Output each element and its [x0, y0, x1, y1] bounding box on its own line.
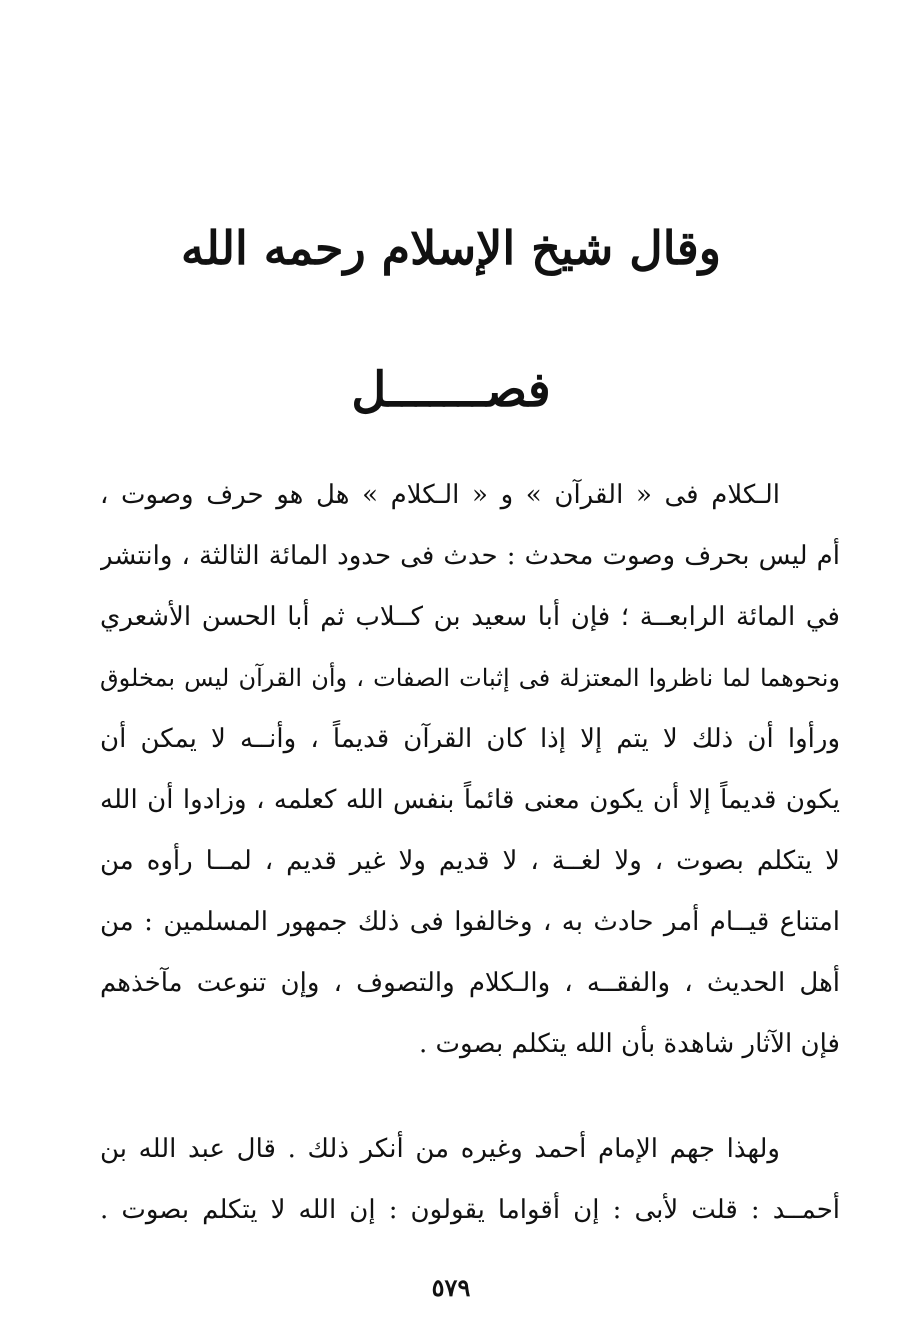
- page-number: ٥٧٩: [431, 1273, 471, 1302]
- text-line: ونحوهما لما ناظروا المعتزلة فى إثبات الصفات ، وأن القرآن ليس بمخلوق: [100, 664, 840, 692]
- text-line: ولهذا جهم الإمام أحمد وغيره من أنكر ذلك . قال عبد الله بن: [100, 1134, 780, 1164]
- text-line: فإن الآثار شاهدة بأن الله يتكلم بصوت .: [418, 1029, 840, 1059]
- text-line: أم ليس بحرف وصوت محدث : حدث فى حدود المائة الثالثة ، وانتشر: [100, 541, 840, 571]
- text-line: في المائة الرابعــة ؛ فإن أبا سعيد بن كــلاب ثم أبا الحسن الأشعري: [100, 602, 840, 632]
- text-line: امتناع قيــام أمر حادث به ، وخالفوا فى ذلك جمهور المسلمين : من: [100, 907, 840, 937]
- text-line: لا يتكلم بصوت ، ولا لغــة ، لا قديم ولا غير قديم ، لمــا رأوه من: [100, 846, 840, 876]
- paragraph-1: [100, 465, 840, 1075]
- text-line: الـكلام فى « القرآن » و « الـكلام » هل هو حرف وصوت ،: [100, 480, 780, 510]
- section-heading: فصـــــــل: [351, 362, 551, 418]
- text-line: أهل الحديث ، والفقــه ، والـكلام والتصوف ، وإن تنوعت مآخذهم: [100, 968, 840, 998]
- page-title: وقال شيخ الإسلام رحمه الله: [181, 221, 721, 275]
- text-line: يكون قديماً إلا أن يكون معنى قائماً بنفس الله كعلمه ، وزادوا أن الله: [100, 785, 840, 815]
- text-line: أحمــد : قلت لأبى : إن أقواما يقولون : إن الله لا يتكلم بصوت .: [100, 1195, 840, 1225]
- paragraph-2: [100, 1119, 840, 1241]
- text-line: ورأوا أن ذلك لا يتم إلا إذا كان القرآن قديماً ، وأنــه لا يمكن أن: [100, 724, 840, 754]
